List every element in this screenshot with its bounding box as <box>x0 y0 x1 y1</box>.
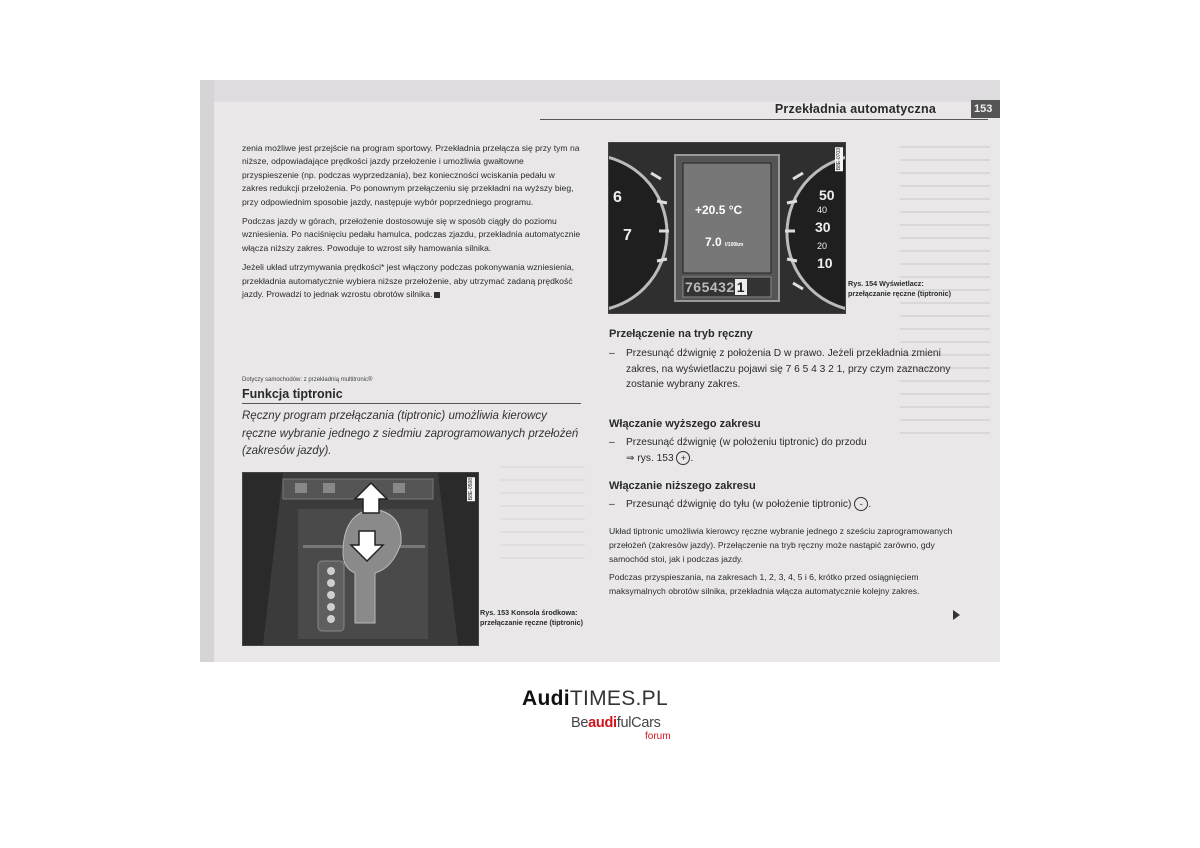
page-number: 153 <box>971 100 1000 118</box>
figure-code: B8E-0598 <box>468 478 474 501</box>
section-lead: Ręczny program przełączania (tiptronic) umożliwia kierowcy ręczne wybranie jednego z siedmiu zaprogramowanych przełożeń (zakresów jazdy). <box>242 410 579 457</box>
continue-arrow-icon <box>953 610 960 620</box>
paragraph: Podczas jazdy w górach, przełożenie dostosowuje się w sposób ciągły do poziomu wzniesienia. Po naciśnięciu pedału hamulca, podczas zjazdu, przekładnia automatycznie włącza niższy zakres. Powoduje to wzrost siły hamowania silnika. <box>242 216 581 253</box>
center-console-illustration <box>243 473 478 645</box>
beaudifulcars-logo <box>571 715 661 731</box>
forum-label: forum <box>645 731 671 742</box>
paragraph: zenia możliwe jest przejście na program sportowy. Przekładnia przełącza się przy tym na niższe, odpowiadające prędkości jazdy przełożenie i umożliwia gwałtowne przyspieszenie (np. podczas wyprzedzania), bez konieczności wciskania pedału w zakres redukcji przełożenia. Po ponownym przełączeniu się przekładni na wyższy bieg, przy odpowiednim sposobie jazdy, następuje wybór poprzedniego programu. <box>242 143 580 207</box>
right-column-text <box>609 524 955 604</box>
logo2-part-c: fulCars <box>616 715 661 731</box>
list-item <box>609 346 953 393</box>
consumption-unit: l/100km <box>725 242 744 248</box>
paragraph-text: Jeżeli układ utrzymywania prędkości* jest włączony podczas pokonywania wzniesienia, przekładnia automatycznie wybiera niższe przełożenie, aby utrzymać zadaną prędkość jazdy. Prowadzi to jednak wzrostu obrotów silnika. <box>242 262 574 300</box>
header-title: Przekładnia automatyczna <box>774 102 936 116</box>
selected-gear: 1 <box>736 279 746 295</box>
rpm-tick-7: 7 <box>623 227 632 244</box>
figure-reference: ⇒ rys. 153 <box>626 452 674 464</box>
logo-brand-rest: TIMES.PL <box>569 687 668 710</box>
header-rule <box>540 119 988 120</box>
applicability-note: Dotyczy samochodów: z przekładnią multitronic® <box>242 377 373 383</box>
consumption-value: 7.0 <box>705 235 722 249</box>
figure-153 <box>242 472 479 646</box>
speed-tick-50: 50 <box>819 187 835 203</box>
list-item-text: Przesunąć dźwignię z położenia D w prawo. Jeżeli przekładnia zmieni zakres, na wyświetlaczu pojawi się 7 6 5 4 3 2 1, przy czym zaznaczony zostanie wybrany zakres. <box>626 348 951 390</box>
dash-bullet: – <box>609 499 615 510</box>
list-item-text: Przesunąć dźwignię do tyłu (w położenie tiptronic) - . <box>626 499 872 510</box>
list-item <box>609 435 953 466</box>
figure-code: B8E-0703 <box>836 148 842 171</box>
bleed-through-text-left <box>500 460 585 560</box>
list-item-text: Przesunąć dźwignię (w położeniu tiptronic) do przodu ⇒ rys. 153 + . <box>626 437 867 464</box>
end-of-section-icon <box>434 292 440 298</box>
gear-indicator <box>685 279 747 295</box>
gear-list: 765432 <box>685 279 735 295</box>
speed-tick-30: 30 <box>815 219 831 235</box>
dash-bullet: – <box>609 437 615 448</box>
plus-icon: + <box>676 451 690 465</box>
heading-upshift: Włączanie wyższego zakresu <box>609 418 761 430</box>
rpm-tick-6: 6 <box>613 189 622 206</box>
scan-left-shadow <box>200 80 214 662</box>
left-column <box>242 142 582 307</box>
logo2-part-b: audi <box>588 715 617 731</box>
logo-brand-bold: Audi <box>522 687 570 710</box>
audi-times-logo <box>522 687 668 711</box>
paragraph: Układ tiptronic umożliwia kierowcy ręczne wybranie jednego z sześciu zaprogramowanych przełożeń (zakresów jazdy). Przełączenie na tryb ręczny może nastąpić zarówno, gdy samochód stoi, jak i podczas jazdy. <box>609 526 953 565</box>
figure-153-caption: Rys. 153 Konsola środkowa: przełączanie ręczne (tiptronic) <box>480 608 584 627</box>
temperature-readout: +20.5 °C <box>695 203 743 217</box>
figure-154-caption: Rys. 154 Wyświetlacz: przełączanie ręczne (tiptronic) <box>848 279 952 298</box>
speed-tick-20: 20 <box>817 241 828 251</box>
logo2-part-a: Be <box>571 715 589 731</box>
speed-tick-10: 10 <box>817 255 833 271</box>
minus-icon: - <box>854 497 868 511</box>
paragraph: Podczas przyspieszania, na zakresach 1, 2, 3, 4, 5 i 6, krótko przed osiągnięciem maksymalnych obrotów silnika, przekładnia włącza automatycznie kolejny zakres. <box>609 571 920 596</box>
list-item <box>609 497 953 513</box>
speed-tick-40: 40 <box>817 205 828 215</box>
section-rule <box>242 403 581 404</box>
figure-154 <box>608 142 846 314</box>
scanned-page <box>200 80 1000 662</box>
scan-top-edge <box>200 80 1000 102</box>
downshift-text: Przesunąć dźwignię do tyłu (w położenie tiptronic) <box>626 499 852 510</box>
heading-manual-mode: Przełączenie na tryb ręczny <box>609 328 753 340</box>
paragraph <box>242 261 582 301</box>
consumption-readout <box>705 235 743 249</box>
dash-bullet: – <box>609 348 615 359</box>
heading-downshift: Włączanie niższego zakresu <box>609 480 756 492</box>
page-header <box>740 102 993 116</box>
section-title: Funkcja tiptronic <box>242 387 343 401</box>
upshift-text: Przesunąć dźwignię (w położeniu tiptronic) do przodu <box>626 437 867 448</box>
